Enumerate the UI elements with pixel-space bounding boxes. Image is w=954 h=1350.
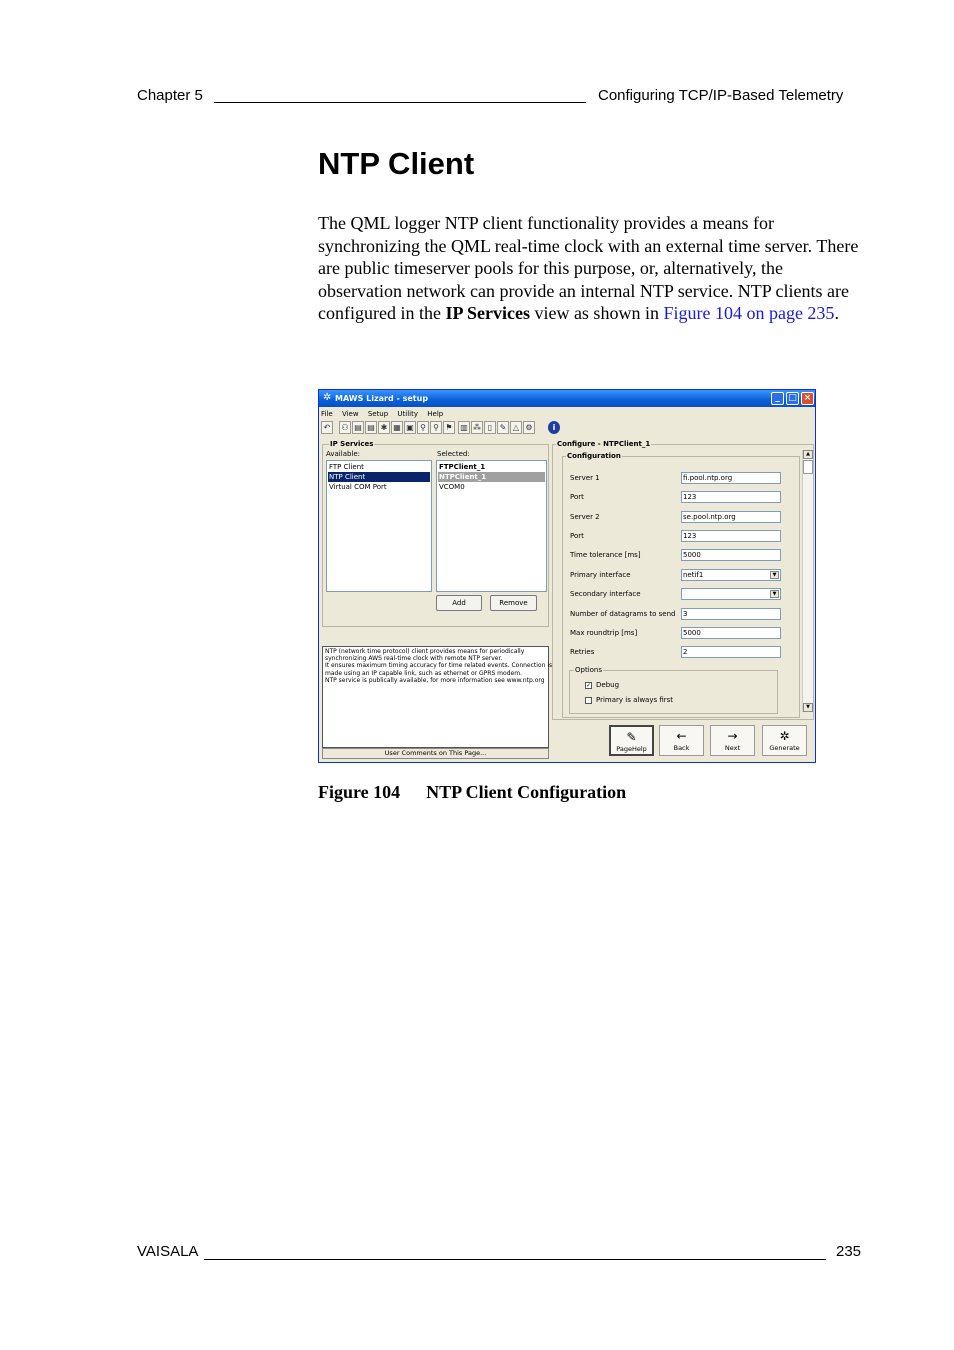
chapter-label: Chapter 5 — [137, 87, 203, 104]
primary-first-label: Primary is always first — [596, 696, 674, 704]
server2-label: Server 2 — [570, 513, 600, 521]
user-comments-button[interactable]: User Comments on This Page... — [322, 748, 549, 759]
retries-label: Retries — [570, 648, 595, 656]
undo-icon[interactable]: ↶ — [321, 421, 333, 434]
screenshot-window — [318, 389, 816, 763]
description-line: It ensures maximum timing accuracy for time related events. Connection is — [325, 662, 553, 670]
figure-caption — [318, 782, 626, 803]
time-tolerance-input[interactable]: 5000 — [681, 549, 781, 561]
menu-help[interactable]: Help — [427, 410, 444, 418]
configuration-group-label: Configuration — [567, 452, 621, 460]
description-line: NTP (network time protocol) client provides means for periodically — [325, 648, 525, 655]
selected-list[interactable] — [436, 460, 547, 592]
pagehelp-label: PageHelp — [616, 745, 647, 753]
pagehelp-button[interactable] — [609, 725, 654, 756]
back-label: Back — [673, 744, 690, 752]
paragraph-bold: IP Services — [445, 303, 530, 324]
next-button[interactable] — [710, 725, 755, 756]
back-button[interactable] — [659, 725, 704, 756]
paragraph-text-1: The QML logger NTP client functionality provides a means for synchronizing the QML real-time clock with an external time server. There are public timeserver pools for this purpose, or, alternatively, the observation network can provide an internal NTP service. NTP clients are configured in the — [318, 213, 859, 324]
remove-button[interactable]: Remove — [490, 595, 537, 611]
next-label: Next — [724, 744, 741, 752]
selected-label: Selected: — [437, 450, 470, 458]
generate-label: Generate — [769, 744, 800, 752]
menu-utility[interactable]: Utility — [397, 410, 419, 418]
ip-icon[interactable]: ▦ — [391, 421, 403, 434]
port2-input[interactable]: 123 — [681, 530, 781, 542]
table-icon[interactable]: ▥ — [458, 421, 470, 434]
menu-file[interactable]: File — [321, 410, 333, 418]
page-icon[interactable]: ▯ — [484, 421, 496, 434]
run-icon[interactable]: ⚲ — [417, 421, 429, 434]
footer-company: VAISALA — [137, 1243, 199, 1260]
network-icon[interactable]: ⚇ — [339, 421, 351, 434]
menu-view[interactable]: View — [341, 410, 359, 418]
generate-button[interactable] — [762, 725, 807, 756]
lizard-app-icon: ✲ — [323, 392, 332, 403]
debug-checkbox[interactable]: ✓ — [586, 682, 592, 689]
available-item-ntp-client[interactable]: NTP Client — [328, 472, 430, 482]
figure-link[interactable]: Figure 104 on page 235 — [663, 303, 835, 324]
paragraph-text-3: . — [834, 303, 839, 324]
section-title: NTP Client — [318, 146, 475, 181]
available-list[interactable] — [326, 460, 432, 592]
available-item-ftp-client[interactable]: FTP Client — [329, 463, 364, 471]
minimize-button[interactable]: _ — [771, 392, 784, 405]
group-icon[interactable]: ⁂ — [473, 423, 481, 432]
primary-interface-label: Primary interface — [570, 571, 631, 579]
server1-label: Server 1 — [570, 474, 600, 482]
caption-number: Figure 104 — [318, 782, 401, 802]
scroll-down-icon[interactable]: ▼ — [803, 703, 813, 712]
secondary-interface-label: Secondary interface — [570, 590, 641, 598]
ip-services-title: IP Services — [330, 440, 374, 448]
port1-input[interactable]: 123 — [681, 491, 781, 503]
datagrams-input[interactable]: 3 — [681, 608, 781, 620]
tower-icon[interactable]: ⚲ — [430, 421, 442, 434]
selected-item-ftpclient[interactable]: FTPClient_1 — [439, 463, 486, 471]
page-number: 235 — [836, 1243, 862, 1260]
flag-icon[interactable]: ⚑ — [443, 421, 455, 434]
dev-a-icon[interactable]: ▤ — [352, 421, 364, 434]
menu-setup[interactable]: Setup — [367, 410, 389, 418]
options-label: Options — [575, 666, 603, 674]
selected-item-ntpclient[interactable]: NTPClient_1 — [438, 472, 545, 482]
close-button[interactable]: × — [801, 392, 814, 405]
scroll-thumb[interactable] — [803, 460, 813, 474]
description-line: synchronizing AWS real-time clock with remote NTP server. — [325, 655, 503, 663]
available-label: Available: — [326, 450, 361, 458]
description-line: made using an IP capable link, such as ethernet or GPRS modem. — [325, 669, 522, 677]
window-title: MAWS Lizard - setup — [335, 394, 429, 403]
datagrams-label: Number of datagrams to send — [570, 610, 676, 618]
primary-interface-value: netif1 — [683, 571, 704, 579]
arrow-right-icon: → — [727, 729, 738, 743]
configure-title: Configure - NTPClient_1 — [557, 440, 651, 448]
chapter-title: Configuring TCP/IP-Based Telemetry — [598, 87, 844, 104]
generate-icon: ✲ — [779, 729, 790, 743]
selected-item-vcom0[interactable]: VCOM0 — [439, 483, 465, 491]
primary-first-checkbox[interactable] — [585, 697, 592, 704]
chevron-down-icon[interactable]: ▼ — [770, 590, 779, 598]
bell-icon[interactable]: △ — [510, 421, 522, 434]
retries-input[interactable]: 2 — [681, 646, 781, 658]
time-tolerance-label: Time tolerance [ms] — [570, 551, 641, 559]
maximize-button[interactable]: □ — [786, 392, 799, 405]
server1-input[interactable]: fi.pool.ntp.org — [681, 472, 781, 484]
chevron-down-icon[interactable]: ▼ — [770, 571, 779, 579]
debug-label: Debug — [596, 681, 620, 689]
header-rule — [214, 102, 586, 103]
description-line: NTP service is publically available, for more information see www.ntp.org — [325, 676, 545, 684]
secondary-interface-select[interactable] — [681, 588, 781, 600]
tools-icon[interactable]: ⚙ — [523, 421, 535, 434]
menu-bar — [321, 408, 450, 420]
max-roundtrip-label: Max roundtrip [ms] — [570, 629, 638, 637]
pagehelp-icon: ✎ — [626, 730, 637, 744]
port1-label: Port — [570, 493, 584, 501]
window-titlebar — [319, 390, 815, 407]
paragraph-text-2: view as shown in — [529, 303, 664, 324]
max-roundtrip-input[interactable]: 5000 — [681, 627, 781, 639]
caption-title: NTP Client Configuration — [426, 782, 627, 802]
sensor-icon[interactable]: ✱ — [378, 421, 390, 434]
options-group — [569, 670, 778, 714]
add-button[interactable]: Add — [436, 595, 482, 611]
server2-input[interactable]: se.pool.ntp.org — [681, 511, 781, 523]
config-scrollbar[interactable] — [802, 450, 813, 712]
footer-rule — [204, 1259, 826, 1260]
info-icon[interactable]: i — [548, 421, 560, 434]
logger-icon[interactable]: ▣ — [404, 421, 416, 434]
scroll-up-icon[interactable]: ▲ — [803, 450, 813, 459]
arrow-left-icon: ← — [676, 729, 687, 743]
available-item-virtual-com-port[interactable]: Virtual COM Port — [329, 483, 387, 491]
edit-icon[interactable]: ✎ — [497, 421, 509, 434]
dev-b-icon[interactable]: ▤ — [365, 421, 377, 434]
port2-label: Port — [570, 532, 584, 540]
primary-interface-select[interactable] — [681, 569, 781, 581]
description-box — [322, 646, 553, 748]
body-paragraph — [318, 212, 863, 325]
